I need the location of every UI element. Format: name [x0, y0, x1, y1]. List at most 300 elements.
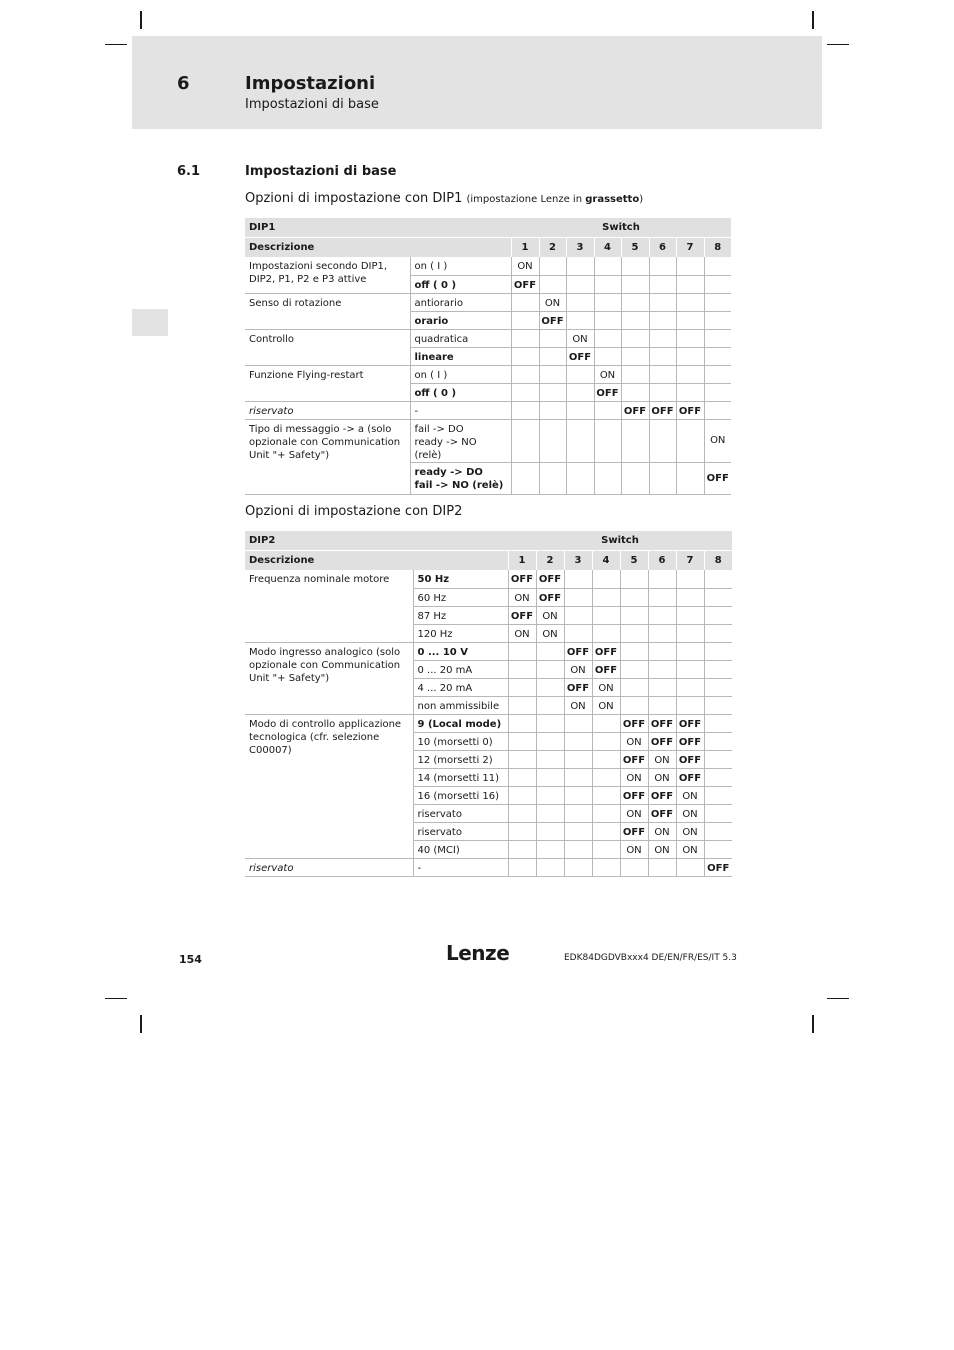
- dip2-switch-value: [564, 858, 592, 876]
- dip2-switch-value: ON: [536, 606, 564, 624]
- dip1-switch-number: 7: [676, 238, 704, 258]
- dip2-switch-value: [536, 750, 564, 768]
- chapter-subtitle: Impostazioni di base: [245, 97, 379, 112]
- dip1-option-label: on ( I ): [414, 369, 448, 381]
- dip2-switch-value: [508, 768, 536, 786]
- dip2-switch-value: ON: [676, 786, 704, 804]
- dip1-switch-value: OFF: [511, 275, 539, 293]
- dip2-row-option: [413, 750, 508, 768]
- dip1-switch-value: [649, 329, 676, 347]
- dip1-switch-value: [649, 293, 676, 311]
- dip2-row-option: [413, 840, 508, 858]
- dip2-row-option: [413, 696, 508, 714]
- dip1-option-label: fail -> DO: [414, 423, 464, 435]
- table-row: [245, 642, 732, 660]
- dip1-option-label: on ( I ): [414, 261, 448, 272]
- dip1-switch-value: [676, 462, 704, 494]
- dip2-switch-value: OFF: [564, 642, 592, 660]
- dip2-switch-value: [564, 786, 592, 804]
- page-number: 154: [179, 953, 202, 966]
- dip1-switch-value: [676, 365, 704, 383]
- dip2-row-option: [413, 822, 508, 840]
- dip2-switch-number: 7: [676, 551, 704, 571]
- dip1-switch-number: 6: [649, 238, 676, 258]
- dip2-switch-value: OFF: [676, 714, 704, 732]
- dip2-switch-value: [704, 678, 732, 696]
- dip2-switch-value: ON: [620, 732, 648, 750]
- dip2-switch-value: [592, 858, 620, 876]
- dip1-option-label: ready -> DO: [414, 466, 483, 478]
- dip2-switch-number: 5: [620, 551, 648, 571]
- dip2-switch-value: [620, 696, 648, 714]
- dip1-row-option: [410, 462, 511, 494]
- crop-mark: [105, 44, 127, 45]
- dip1-switch-value: [539, 401, 566, 419]
- dip2-switch-value: ON: [648, 750, 676, 768]
- dip2-switch-value: OFF: [704, 858, 732, 876]
- dip2-switch-value: [592, 768, 620, 786]
- dip1-row-option: [410, 293, 511, 311]
- dip2-switch-value: [508, 696, 536, 714]
- dip1-switch-value: [676, 329, 704, 347]
- dip2-switch-value: ON: [564, 696, 592, 714]
- dip1-switch-value: [539, 383, 566, 401]
- dip2-option-label: 4 ... 20 mA: [417, 682, 473, 694]
- dip1-switch-value: [704, 329, 731, 347]
- dip2-switch-value: [648, 642, 676, 660]
- dip2-switch-value: [536, 696, 564, 714]
- dip2-option-label: 10 (morsetti 0): [417, 736, 493, 748]
- chapter-header-band: [132, 36, 822, 129]
- dip2-switch-value: [536, 858, 564, 876]
- dip1-switch-value: [704, 311, 731, 329]
- dip1-switch-value: [566, 365, 594, 383]
- dip1-switch-value: [539, 365, 566, 383]
- dip1-switch-value: [649, 365, 676, 383]
- chapter-title: Impostazioni: [245, 73, 376, 94]
- dip2-switch-value: [536, 678, 564, 696]
- dip1-row-description: Tipo di messaggio -> a (solo opzionale con Communication Unit "+ Safety"): [245, 419, 410, 494]
- dip2-option-label: riservato: [417, 826, 462, 838]
- dip1-switch-value: [566, 401, 594, 419]
- dip2-option-label: 50 Hz: [417, 574, 450, 585]
- table-row: [245, 365, 731, 383]
- dip1-switch-value: [621, 275, 649, 293]
- dip1-note-prefix: (impostazione Lenze in: [466, 194, 586, 205]
- dip2-switch-value: [648, 606, 676, 624]
- dip1-switch-value: [676, 383, 704, 401]
- crop-mark: [827, 998, 849, 999]
- dip1-switch-value: [676, 275, 704, 293]
- dip2-option-label: -: [417, 862, 422, 874]
- dip1-switch-value: [511, 311, 539, 329]
- dip1-switch-value: [511, 462, 539, 494]
- dip2-switch-value: OFF: [620, 714, 648, 732]
- dip2-switch-value: [704, 624, 732, 642]
- dip2-switch-value: [704, 786, 732, 804]
- dip2-option-label: 16 (morsetti 16): [417, 790, 500, 802]
- dip1-row-option: [410, 275, 511, 293]
- dip2-switch-value: ON: [536, 624, 564, 642]
- dip2-group-header: DIP2: [245, 531, 508, 551]
- dip1-switch-value: [511, 293, 539, 311]
- dip2-switch-value: [592, 840, 620, 858]
- table-row: [245, 401, 731, 419]
- dip1-switch-value: [649, 275, 676, 293]
- dip2-switch-value: OFF: [620, 750, 648, 768]
- dip1-switch-value: [511, 419, 539, 462]
- dip2-switch-value: OFF: [648, 786, 676, 804]
- dip1-switch-value: [621, 462, 649, 494]
- dip1-switch-value: [511, 329, 539, 347]
- dip1-switch-value: [621, 329, 649, 347]
- dip2-row-option: [413, 642, 508, 660]
- dip2-switch-value: [704, 570, 732, 588]
- dip2-row-option: [413, 768, 508, 786]
- dip2-switch-value: [676, 606, 704, 624]
- dip1-group-header: DIP1: [245, 218, 511, 238]
- dip2-option-label: 9 (Local mode): [417, 718, 502, 730]
- dip1-row-option: [410, 419, 511, 462]
- dip2-switch-value: [648, 660, 676, 678]
- dip2-switch-value: [564, 570, 592, 588]
- dip2-row-option: [413, 804, 508, 822]
- dip1-switch-value: [566, 293, 594, 311]
- crop-mark: [827, 44, 849, 45]
- dip2-switch-value: OFF: [648, 732, 676, 750]
- dip1-switch-header: Switch: [511, 218, 731, 238]
- dip2-switch-value: [676, 624, 704, 642]
- dip2-switch-value: OFF: [592, 642, 620, 660]
- dip2-switch-value: ON: [508, 624, 536, 642]
- dip2-switch-value: [508, 822, 536, 840]
- dip1-switch-value: OFF: [594, 383, 621, 401]
- dip1-note-suffix: ): [639, 194, 644, 205]
- dip2-row-option: [413, 660, 508, 678]
- dip2-switch-value: [564, 840, 592, 858]
- dip2-switch-value: [564, 624, 592, 642]
- dip1-switch-value: [676, 257, 704, 275]
- dip2-switch-value: [592, 714, 620, 732]
- dip1-row-option: [410, 311, 511, 329]
- dip1-switch-value: [511, 347, 539, 365]
- dip1-switch-value: [511, 365, 539, 383]
- table-row: [245, 858, 732, 876]
- dip1-switch-value: [649, 419, 676, 462]
- dip2-switch-value: ON: [648, 822, 676, 840]
- dip2-switch-value: [676, 696, 704, 714]
- dip2-row-option: [413, 606, 508, 624]
- dip2-switch-value: [676, 642, 704, 660]
- dip2-row-option: [413, 714, 508, 732]
- dip1-switch-value: OFF: [539, 311, 566, 329]
- dip1-switch-value: ON: [704, 419, 731, 462]
- dip1-option-label: orario: [414, 315, 449, 327]
- dip1-switch-value: [621, 293, 649, 311]
- dip2-switch-value: [536, 660, 564, 678]
- dip2-row-option: [413, 732, 508, 750]
- dip2-row-option: [413, 570, 508, 588]
- dip2-option-label: 0 ... 10 V: [417, 646, 468, 658]
- dip1-switch-value: [649, 347, 676, 365]
- dip1-row-option: [410, 383, 511, 401]
- dip1-switch-value: [539, 419, 566, 462]
- table-row: [245, 419, 731, 462]
- dip1-switch-value: [704, 257, 731, 275]
- dip1-option-label: -: [414, 405, 419, 417]
- dip2-option-label: 60 Hz: [417, 592, 447, 604]
- dip1-row-description: riservato: [245, 401, 410, 419]
- dip2-option-label: 120 Hz: [417, 628, 453, 640]
- dip2-switch-number: 3: [564, 551, 592, 571]
- dip2-switch-value: [508, 750, 536, 768]
- dip2-switch-value: [508, 642, 536, 660]
- dip1-switch-value: [594, 347, 621, 365]
- dip2-switch-value: [508, 840, 536, 858]
- dip2-switch-value: [536, 786, 564, 804]
- dip2-row-option: [413, 588, 508, 606]
- dip2-switch-value: [620, 678, 648, 696]
- dip2-switch-value: [536, 714, 564, 732]
- dip2-row-description: Modo di controllo applicazione tecnologica (cfr. selezione C00007): [245, 714, 413, 858]
- dip2-switch-value: [592, 570, 620, 588]
- dip1-option-label-line2: fail -> NO (relè): [414, 479, 504, 491]
- dip1-switch-number: 1: [511, 238, 539, 258]
- dip1-switch-value: [704, 293, 731, 311]
- dip1-switch-value: [594, 293, 621, 311]
- dip1-heading-text: Opzioni di impostazione con DIP1: [245, 191, 463, 206]
- dip1-switch-value: [621, 311, 649, 329]
- chapter-number: 6: [177, 73, 190, 94]
- dip1-switch-value: OFF: [676, 401, 704, 419]
- dip1-switch-value: [621, 419, 649, 462]
- dip2-switch-value: OFF: [508, 606, 536, 624]
- dip1-row-option: [410, 347, 511, 365]
- dip1-switch-value: ON: [539, 293, 566, 311]
- dip2-switch-value: [592, 624, 620, 642]
- dip2-table: [245, 531, 732, 877]
- dip2-switch-value: [564, 768, 592, 786]
- dip2-switch-number: 2: [536, 551, 564, 571]
- dip2-switch-value: [508, 858, 536, 876]
- dip2-switch-value: OFF: [676, 768, 704, 786]
- dip1-switch-value: [704, 401, 731, 419]
- dip1-switch-value: ON: [594, 365, 621, 383]
- dip2-option-label: 12 (morsetti 2): [417, 754, 493, 766]
- section-title: Impostazioni di base: [245, 164, 397, 179]
- dip2-row-description: Modo ingresso analogico (solo opzionale con Communication Unit "+ Safety"): [245, 642, 413, 714]
- dip1-switch-value: [594, 311, 621, 329]
- dip2-switch-value: OFF: [648, 714, 676, 732]
- dip1-row-description: Impostazioni secondo DIP1, DIP2, P1, P2 e P3 attive: [245, 257, 410, 293]
- dip2-switch-value: [704, 840, 732, 858]
- dip2-switch-value: OFF: [592, 660, 620, 678]
- dip2-switch-value: [592, 804, 620, 822]
- dip1-switch-value: [676, 293, 704, 311]
- crop-mark: [140, 11, 142, 29]
- dip2-switch-value: ON: [508, 588, 536, 606]
- dip1-switch-value: [539, 462, 566, 494]
- chapter-side-tab: [132, 309, 168, 336]
- dip1-row-option: [410, 257, 511, 275]
- dip2-switch-value: [564, 732, 592, 750]
- dip2-row-option: [413, 678, 508, 696]
- dip2-switch-value: [648, 624, 676, 642]
- dip2-switch-value: [564, 606, 592, 624]
- dip2-switch-number: 8: [704, 551, 732, 571]
- table-row: [245, 329, 731, 347]
- dip2-switch-value: [536, 642, 564, 660]
- dip2-switch-value: [620, 606, 648, 624]
- dip2-switch-number: 4: [592, 551, 620, 571]
- dip1-switch-value: [566, 419, 594, 462]
- dip1-switch-value: [676, 347, 704, 365]
- dip1-switch-value: [566, 383, 594, 401]
- dip2-switch-value: [564, 714, 592, 732]
- dip1-switch-value: [539, 275, 566, 293]
- dip2-switch-value: ON: [620, 768, 648, 786]
- dip2-switch-number: 6: [648, 551, 676, 571]
- dip2-option-label: riservato: [417, 808, 462, 820]
- dip1-row-description: Controllo: [245, 329, 410, 365]
- dip2-switch-value: [648, 588, 676, 606]
- dip2-switch-value: [620, 660, 648, 678]
- dip1-switch-value: ON: [511, 257, 539, 275]
- dip2-row-option: [413, 786, 508, 804]
- dip1-switch-value: [594, 257, 621, 275]
- dip1-option-label: antiorario: [414, 297, 464, 309]
- dip1-switch-value: [649, 383, 676, 401]
- dip2-option-label: 0 ... 20 mA: [417, 664, 473, 676]
- dip2-switch-number: 1: [508, 551, 536, 571]
- dip2-switch-value: [564, 804, 592, 822]
- dip2-option-label: 40 (MCI): [417, 844, 460, 856]
- dip2-switch-value: [648, 858, 676, 876]
- crop-mark: [140, 1015, 142, 1033]
- dip1-switch-number: 3: [566, 238, 594, 258]
- dip2-switch-value: ON: [676, 840, 704, 858]
- dip1-switch-value: [621, 347, 649, 365]
- dip1-switch-value: OFF: [649, 401, 676, 419]
- dip2-switch-value: [704, 804, 732, 822]
- dip2-switch-value: [704, 768, 732, 786]
- dip1-option-label: off ( 0 ): [414, 387, 457, 399]
- dip2-switch-value: [704, 732, 732, 750]
- dip1-desc-header: Descrizione: [245, 238, 511, 258]
- dip2-switch-value: [508, 660, 536, 678]
- dip2-switch-value: [536, 732, 564, 750]
- dip1-switch-value: [704, 275, 731, 293]
- dip1-switch-value: OFF: [704, 462, 731, 494]
- table-row: [245, 570, 732, 588]
- table-row: [245, 257, 731, 275]
- dip2-desc-header: Descrizione: [245, 551, 508, 571]
- dip1-switch-value: [704, 383, 731, 401]
- dip1-switch-value: [566, 257, 594, 275]
- dip2-switch-value: [536, 804, 564, 822]
- crop-mark: [812, 11, 814, 29]
- dip1-note-bold: grassetto: [585, 194, 640, 205]
- dip2-option-label: 87 Hz: [417, 610, 447, 622]
- dip1-option-label: quadratica: [414, 333, 469, 345]
- dip1-switch-value: OFF: [621, 401, 649, 419]
- dip1-switch-value: [511, 383, 539, 401]
- dip1-switch-value: [621, 365, 649, 383]
- dip2-switch-value: [592, 606, 620, 624]
- dip2-switch-value: [704, 822, 732, 840]
- dip1-switch-number: 4: [594, 238, 621, 258]
- dip1-option-label-line2: ready -> NO (relè): [414, 436, 477, 461]
- dip2-switch-value: [704, 714, 732, 732]
- dip1-option-label: off ( 0 ): [414, 279, 457, 291]
- dip2-switch-value: [676, 660, 704, 678]
- dip2-switch-value: [508, 678, 536, 696]
- dip2-switch-value: [676, 678, 704, 696]
- dip1-switch-value: [621, 383, 649, 401]
- dip1-switch-value: [566, 462, 594, 494]
- dip2-switch-value: [676, 858, 704, 876]
- dip2-switch-value: [620, 858, 648, 876]
- crop-mark: [812, 1015, 814, 1033]
- dip2-row-option: [413, 858, 508, 876]
- dip1-switch-value: [539, 347, 566, 365]
- crop-mark: [105, 998, 127, 999]
- dip2-switch-value: [676, 588, 704, 606]
- dip2-heading-text: Opzioni di impostazione con DIP2: [245, 504, 463, 519]
- dip1-switch-value: [676, 419, 704, 462]
- dip1-option-label: lineare: [414, 351, 454, 363]
- dip1-switch-value: ON: [566, 329, 594, 347]
- dip1-switch-value: [704, 347, 731, 365]
- dip2-switch-value: [648, 696, 676, 714]
- dip1-switch-number: 5: [621, 238, 649, 258]
- dip2-option-label: non ammissibile: [417, 700, 500, 712]
- dip1-row-option: [410, 365, 511, 383]
- dip2-switch-value: [564, 750, 592, 768]
- dip2-switch-value: [704, 642, 732, 660]
- dip1-switch-value: [566, 311, 594, 329]
- dip2-switch-value: ON: [564, 660, 592, 678]
- dip1-switch-value: [594, 329, 621, 347]
- dip1-switch-value: [649, 257, 676, 275]
- dip2-switch-value: [620, 624, 648, 642]
- dip2-switch-header: Switch: [508, 531, 732, 551]
- dip2-switch-value: [508, 804, 536, 822]
- dip2-switch-value: OFF: [536, 588, 564, 606]
- dip1-switch-value: [511, 401, 539, 419]
- dip2-switch-value: OFF: [536, 570, 564, 588]
- dip1-table: [245, 218, 731, 495]
- dip2-row-description: riservato: [245, 858, 413, 876]
- dip2-switch-value: [536, 768, 564, 786]
- dip2-switch-value: [704, 750, 732, 768]
- dip2-switch-value: ON: [648, 768, 676, 786]
- dip2-switch-value: [620, 642, 648, 660]
- dip2-switch-value: [592, 750, 620, 768]
- table-row: [245, 293, 731, 311]
- section-number: 6.1: [177, 164, 201, 179]
- dip1-heading: [245, 191, 643, 206]
- dip1-note: [467, 194, 644, 205]
- dip1-switch-value: [594, 462, 621, 494]
- dip1-row-option: [410, 329, 511, 347]
- dip1-switch-value: [649, 311, 676, 329]
- dip2-switch-value: [592, 822, 620, 840]
- dip2-switch-value: [704, 696, 732, 714]
- dip2-switch-value: [620, 570, 648, 588]
- dip2-switch-value: ON: [676, 822, 704, 840]
- dip2-switch-value: [704, 660, 732, 678]
